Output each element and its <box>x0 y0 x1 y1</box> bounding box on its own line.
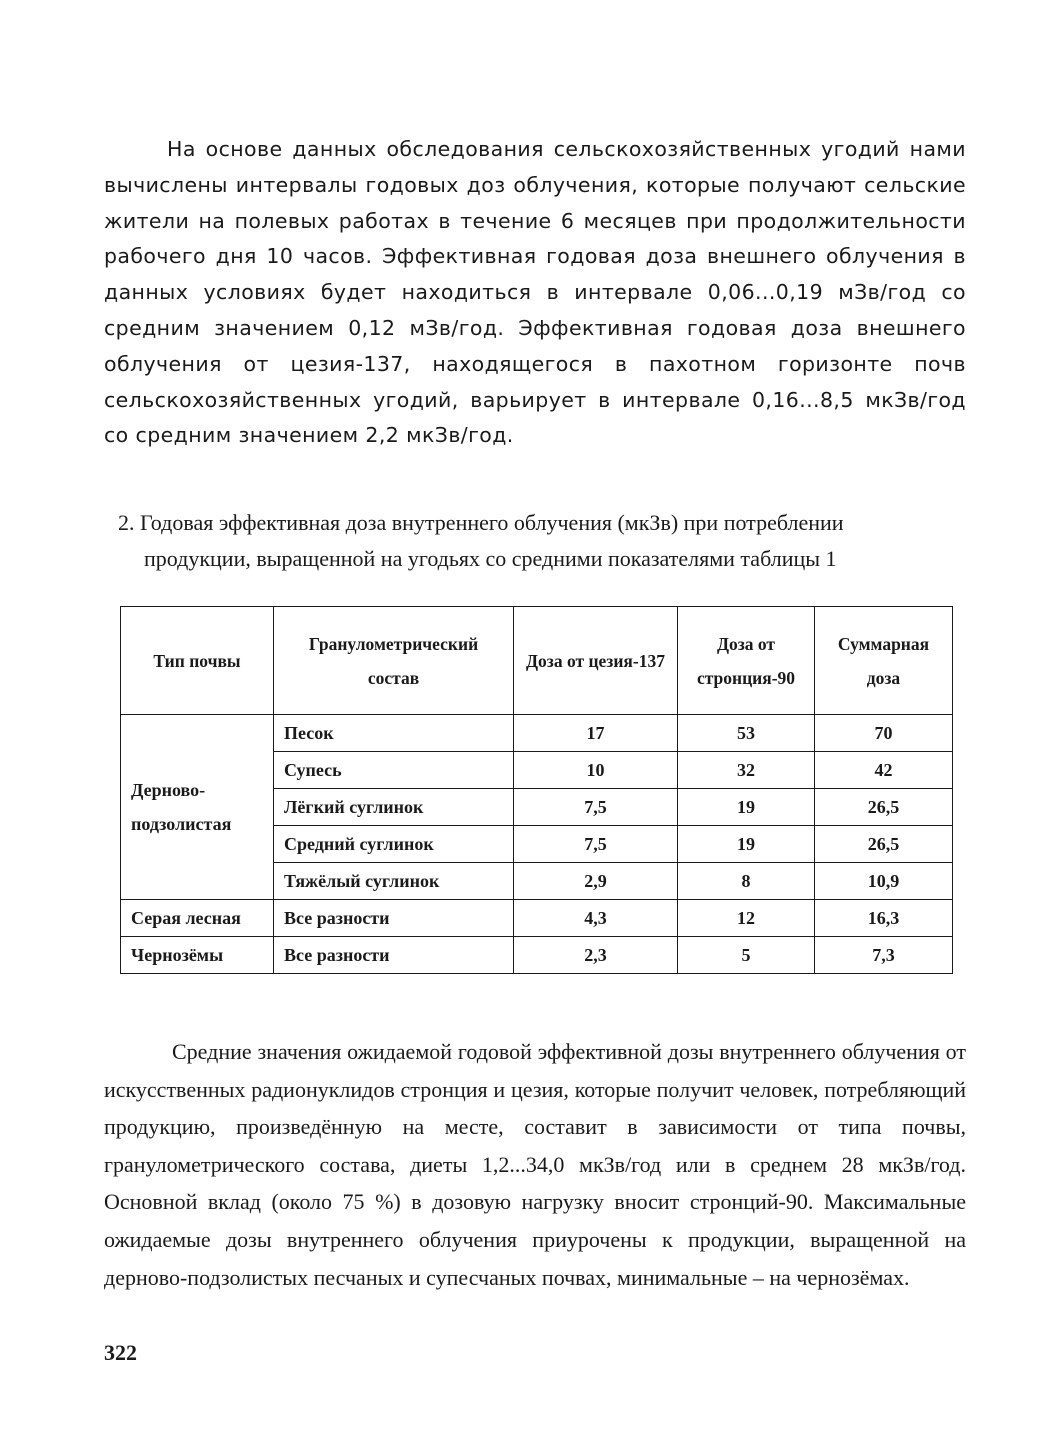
table-row <box>121 715 953 752</box>
cs137-cell: 17 <box>514 715 678 752</box>
composition-cell: Средний суглинок <box>274 826 514 863</box>
table-caption <box>118 505 958 577</box>
composition-cell: Все разности <box>274 937 514 974</box>
sr90-cell: 19 <box>678 789 815 826</box>
composition-cell: Песок <box>274 715 514 752</box>
table-header-row <box>121 607 953 715</box>
cs137-cell: 2,3 <box>514 937 678 974</box>
header-soil-type: Тип почвы <box>121 607 274 715</box>
soil-type-cell: Чернозёмы <box>121 937 274 974</box>
composition-cell: Все разности <box>274 900 514 937</box>
sr90-cell: 8 <box>678 863 815 900</box>
total-cell: 70 <box>815 715 953 752</box>
cs137-cell: 7,5 <box>514 826 678 863</box>
sr90-cell: 53 <box>678 715 815 752</box>
total-cell: 10,9 <box>815 863 953 900</box>
header-composition: Гранулометрический состав <box>274 607 514 715</box>
cs137-cell: 10 <box>514 752 678 789</box>
cs137-cell: 2,9 <box>514 863 678 900</box>
paragraph-internal-dose: Средние значения ожидаемой годовой эффективной дозы внутреннего облучения от искусственных радионуклидов стронция и цезия, которые получит человек, потребляющий продукцию, произведённую на месте, составит в зависимости от типа почвы, гранулометрического состава, диеты 1,2...34,0 мкЗв/год или в среднем 28 мкЗв/год. Основной вклад (около 75 %) в дозовую нагрузку вносит стронций-90. Максимальные ожидаемые дозы внутреннего облучения приурочены к продукции, выращенной на дерново-подзолистых песчаных и супесчаных почвах, минимальные – на чернозёмах. <box>104 1039 966 1290</box>
table-caption-line2: продукции, выращенной на угодьях со средними показателями таблицы 1 <box>144 546 837 571</box>
total-cell: 42 <box>815 752 953 789</box>
cs137-cell: 4,3 <box>514 900 678 937</box>
total-cell: 26,5 <box>815 826 953 863</box>
table-caption-line1: 2. Годовая эффективная доза внутреннего облучения (мкЗв) при потреблении <box>118 510 844 535</box>
table-row <box>121 937 953 974</box>
total-cell: 16,3 <box>815 900 953 937</box>
header-total: Суммарная доза <box>815 607 953 715</box>
soil-type-cell: Серая лесная <box>121 900 274 937</box>
paragraph-external-dose: На основе данных обследования сельскохозяйственных угодий нами вычислены интервалы годовых доз облучения, которые получают сельские жители на полевых работах в течение 6 месяцев при продолжительности рабочего дня 10 часов. Эффективная годовая доза внешнего облучения в данных условиях будет находиться в интервале 0,06...0,19 мЗв/год со средним значением 0,12 мЗв/год. Эффективная годовая доза внешнего облучения от цезия-137, находящегося в пахотном горизонте почв сельскохозяйственных угодий, варьирует в интервале 0,16...8,5 мкЗв/год со средним значением 2,2 мкЗв/год. <box>104 137 966 448</box>
sr90-cell: 12 <box>678 900 815 937</box>
header-sr90: Доза от стронция-90 <box>678 607 815 715</box>
page-number: 322 <box>104 1340 137 1365</box>
sr90-cell: 19 <box>678 826 815 863</box>
sr90-cell: 32 <box>678 752 815 789</box>
composition-cell: Лёгкий суглинок <box>274 789 514 826</box>
header-cs137: Доза от цезия-137 <box>514 607 678 715</box>
composition-cell: Супесь <box>274 752 514 789</box>
total-cell: 26,5 <box>815 789 953 826</box>
table-row <box>121 900 953 937</box>
sr90-cell: 5 <box>678 937 815 974</box>
dose-table <box>120 606 953 974</box>
total-cell: 7,3 <box>815 937 953 974</box>
cs137-cell: 7,5 <box>514 789 678 826</box>
composition-cell: Тяжёлый суглинок <box>274 863 514 900</box>
soil-type-cell: Дерново-подзолистая <box>121 715 274 900</box>
